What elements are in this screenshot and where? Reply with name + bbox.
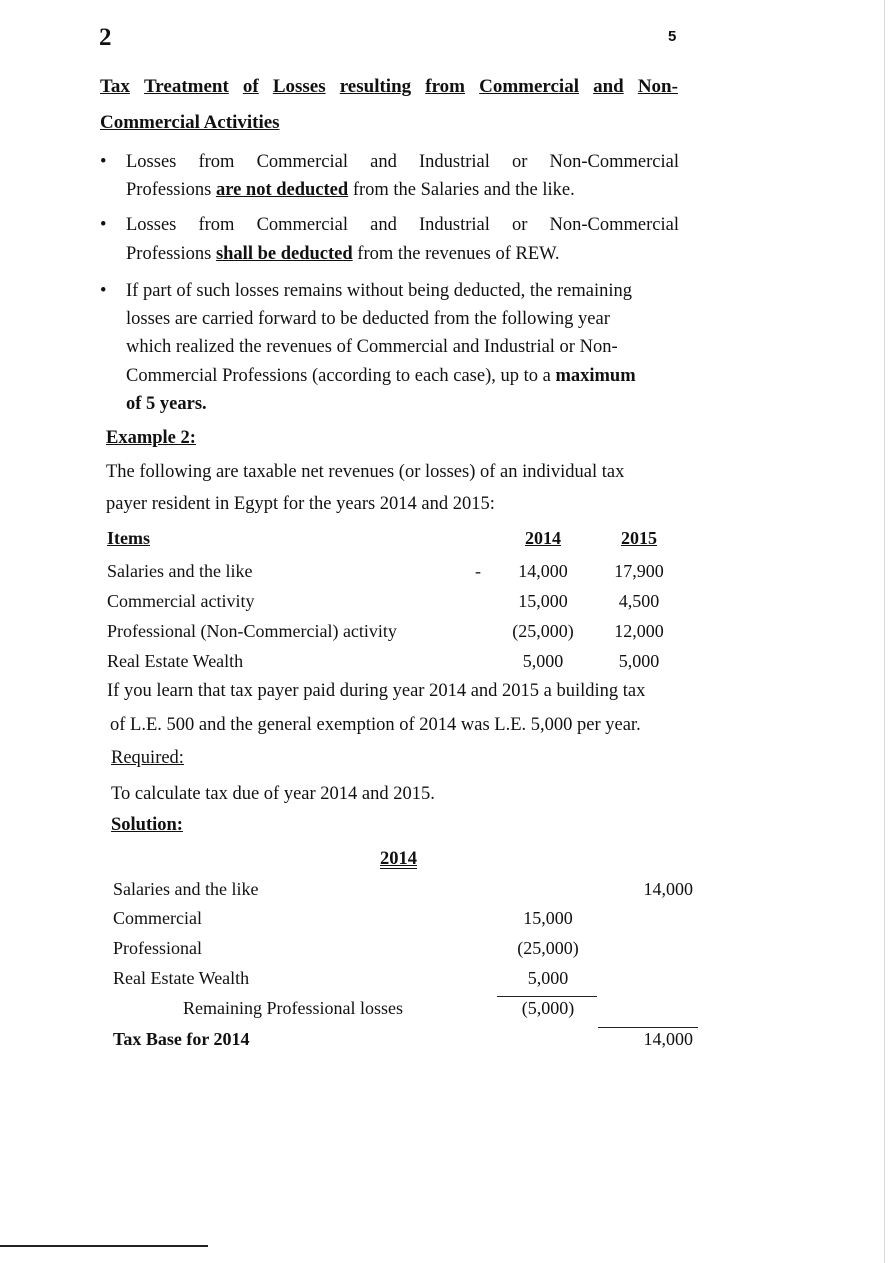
bullet-1-line-2: Professions are not deducted from the Salaries and the like. <box>126 180 575 200</box>
example-note-line-2: of L.E. 500 and the general exemption of 2014 was L.E. 5,000 per year. <box>110 715 641 735</box>
col-header-2014: 2014 <box>525 528 561 548</box>
bullet-dot-icon: • <box>100 152 107 172</box>
solution-year-heading: 2014 <box>380 849 417 869</box>
table-row: Salaries and the like - 14,000 17,900 <box>107 561 664 581</box>
table-header-row <box>107 528 687 554</box>
chapter-number: 2 <box>99 24 112 51</box>
bullet-1-line-1: Losses from Commercial and Industrial or Non-Commercial <box>126 152 679 172</box>
example-note-line-1: If you learn that tax payer paid during year 2014 and 2015 a building tax <box>107 681 646 701</box>
solution-row: Remaining Professional losses (5,000) <box>183 998 575 1018</box>
bullet-2-line-1: Losses from Commercial and Industrial or Non-Commercial <box>126 215 679 235</box>
col-header-2015: 2015 <box>621 528 657 548</box>
bullet-3-line-3: which realized the revenues of Commercial and Industrial or Non- <box>126 337 618 357</box>
solution-row: Professional (25,000) <box>113 938 579 958</box>
solution-row: Commercial 15,000 <box>113 908 573 928</box>
bullet-dot-icon: • <box>100 281 107 301</box>
solution-row: Salaries and the like 14,000 <box>113 879 693 899</box>
solution-label: Solution: <box>111 815 183 835</box>
example-intro-line-1: The following are taxable net revenues (or losses) of an individual tax <box>106 462 625 482</box>
bullet-3-line-4: Commercial Professions (according to each case), up to a maximum <box>126 366 636 386</box>
required-label: Required: <box>111 748 184 768</box>
page-number: 5 <box>668 28 677 45</box>
example-intro-line-2: payer resident in Egypt for the years 2014 and 2015: <box>106 494 495 514</box>
bullet-3-line-2: losses are carried forward to be deducted from the following year <box>126 309 610 329</box>
solution-total-row: Tax Base for 2014 14,000 <box>113 1029 693 1049</box>
solution-row: Real Estate Wealth 5,000 <box>113 968 569 988</box>
subtotal-rule <box>497 996 597 997</box>
table-row: Real Estate Wealth 5,000 5,000 <box>107 651 660 671</box>
col-header-items: Items <box>107 528 150 548</box>
table-row: Commercial activity 15,000 4,500 <box>107 591 660 611</box>
page-edge-line <box>884 0 885 1263</box>
table-row: Professional (Non-Commercial) activity (25,000) 12,000 <box>107 621 664 641</box>
required-text: To calculate tax due of year 2014 and 2015. <box>111 784 435 804</box>
section-heading-line-2: Commercial Activities <box>100 112 280 133</box>
example-title: Example 2: <box>106 428 196 448</box>
total-rule <box>598 1027 698 1028</box>
footer-rule <box>0 1245 208 1247</box>
bullet-dot-icon: • <box>100 215 107 235</box>
section-heading-line-1: Tax Treatment of Losses resulting from Commercial and Non- <box>100 76 678 97</box>
bullet-3-line-1: If part of such losses remains without being deducted, the remaining <box>126 281 633 301</box>
bullet-3-line-5: of 5 years. <box>126 394 207 414</box>
bullet-2-line-2: Professions shall be deducted from the revenues of REW. <box>126 244 560 264</box>
